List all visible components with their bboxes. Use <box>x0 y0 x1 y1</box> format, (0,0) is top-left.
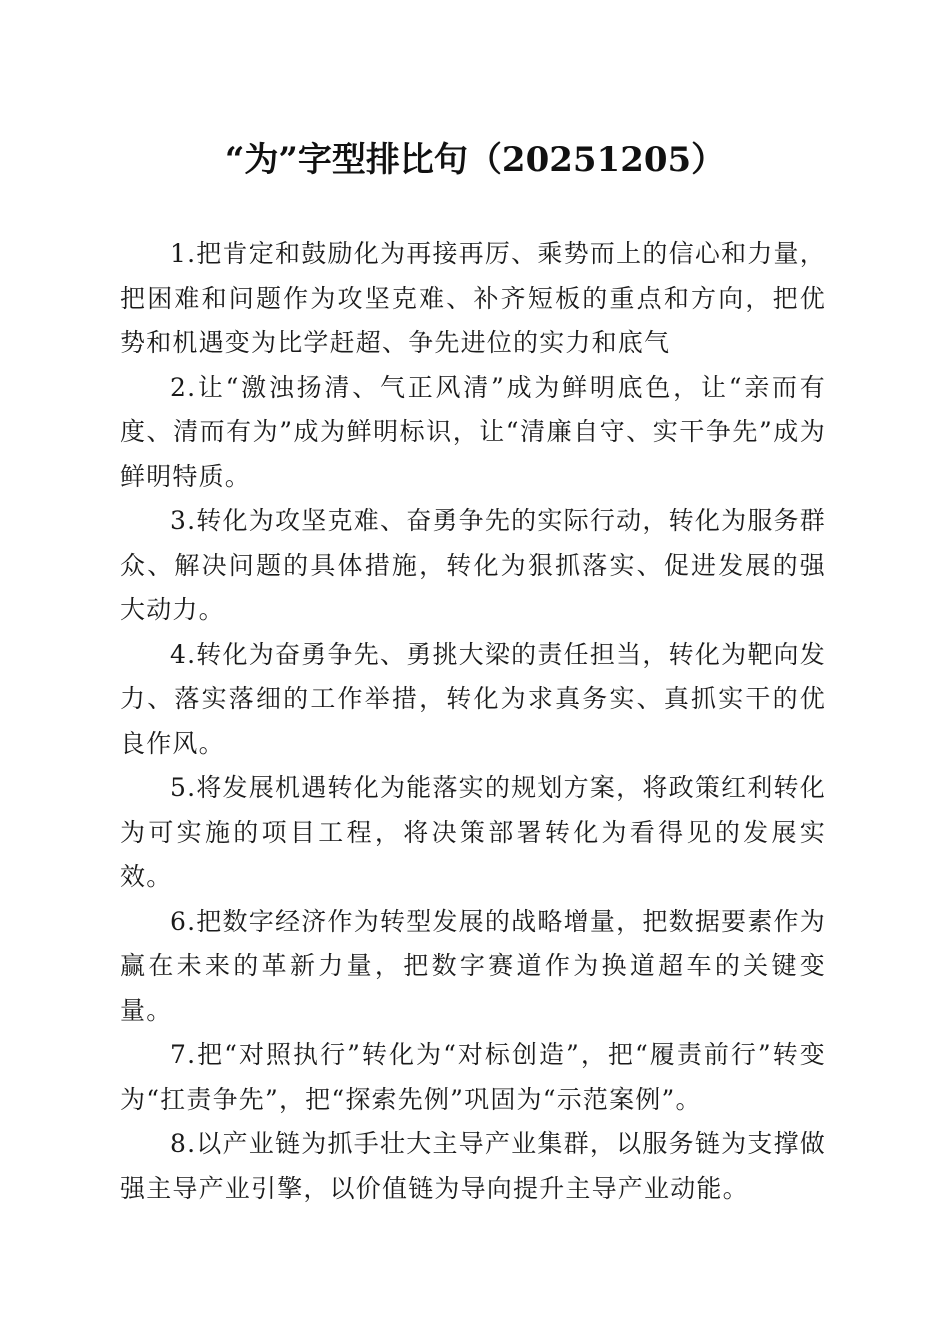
paragraph-2: 2.让“激浊扬清、气正风清”成为鲜明底色，让“亲而有度、清而有为”成为鲜明标识，让“清廉自守、实干争先”成为鲜明特质。 <box>120 372 826 491</box>
paragraph-5: 5.将发展机遇转化为能落实的规划方案，将政策红利转化为可实施的项目工程，将决策部署转化为看得见的发展实效。 <box>120 773 826 891</box>
paragraph-8: 8.以产业链为抓手壮大主导产业集群，以服务链为支撑做强主导产业引擎，以价值链为导向提升主导产业动能。 <box>120 1129 826 1203</box>
paragraph-6: 6.把数字经济作为转型发展的战略增量，把数据要素作为赢在未来的革新力量，把数字赛道作为换道超车的关键变量。 <box>120 906 826 1025</box>
paragraph-7: 7.把“对照执行”转化为“对标创造”，把“履责前行”转变为“扛责争先”，把“探索先例”巩固为“示范案例”。 <box>120 1040 826 1114</box>
paragraph-4: 4.转化为奋勇争先、勇挑大梁的责任担当，转化为靶向发力、落实落细的工作举措，转化为求真务实、真抓实干的优良作风。 <box>120 639 826 758</box>
paragraph-1: 1.把肯定和鼓励化为再接再厉、乘势而上的信心和力量，把困难和问题作为攻坚克难、补齐短板的重点和方向，把优势和机遇变为比学赶超、争先进位的实力和底气 <box>120 239 826 357</box>
document-body <box>120 232 826 1211</box>
paragraph-3: 3.转化为攻坚克难、奋勇争先的实际行动，转化为服务群众、解决问题的具体措施，转化为狠抓落实、促进发展的强大动力。 <box>120 506 826 624</box>
document-title: “为”字型排比句（20251205） <box>224 140 726 180</box>
